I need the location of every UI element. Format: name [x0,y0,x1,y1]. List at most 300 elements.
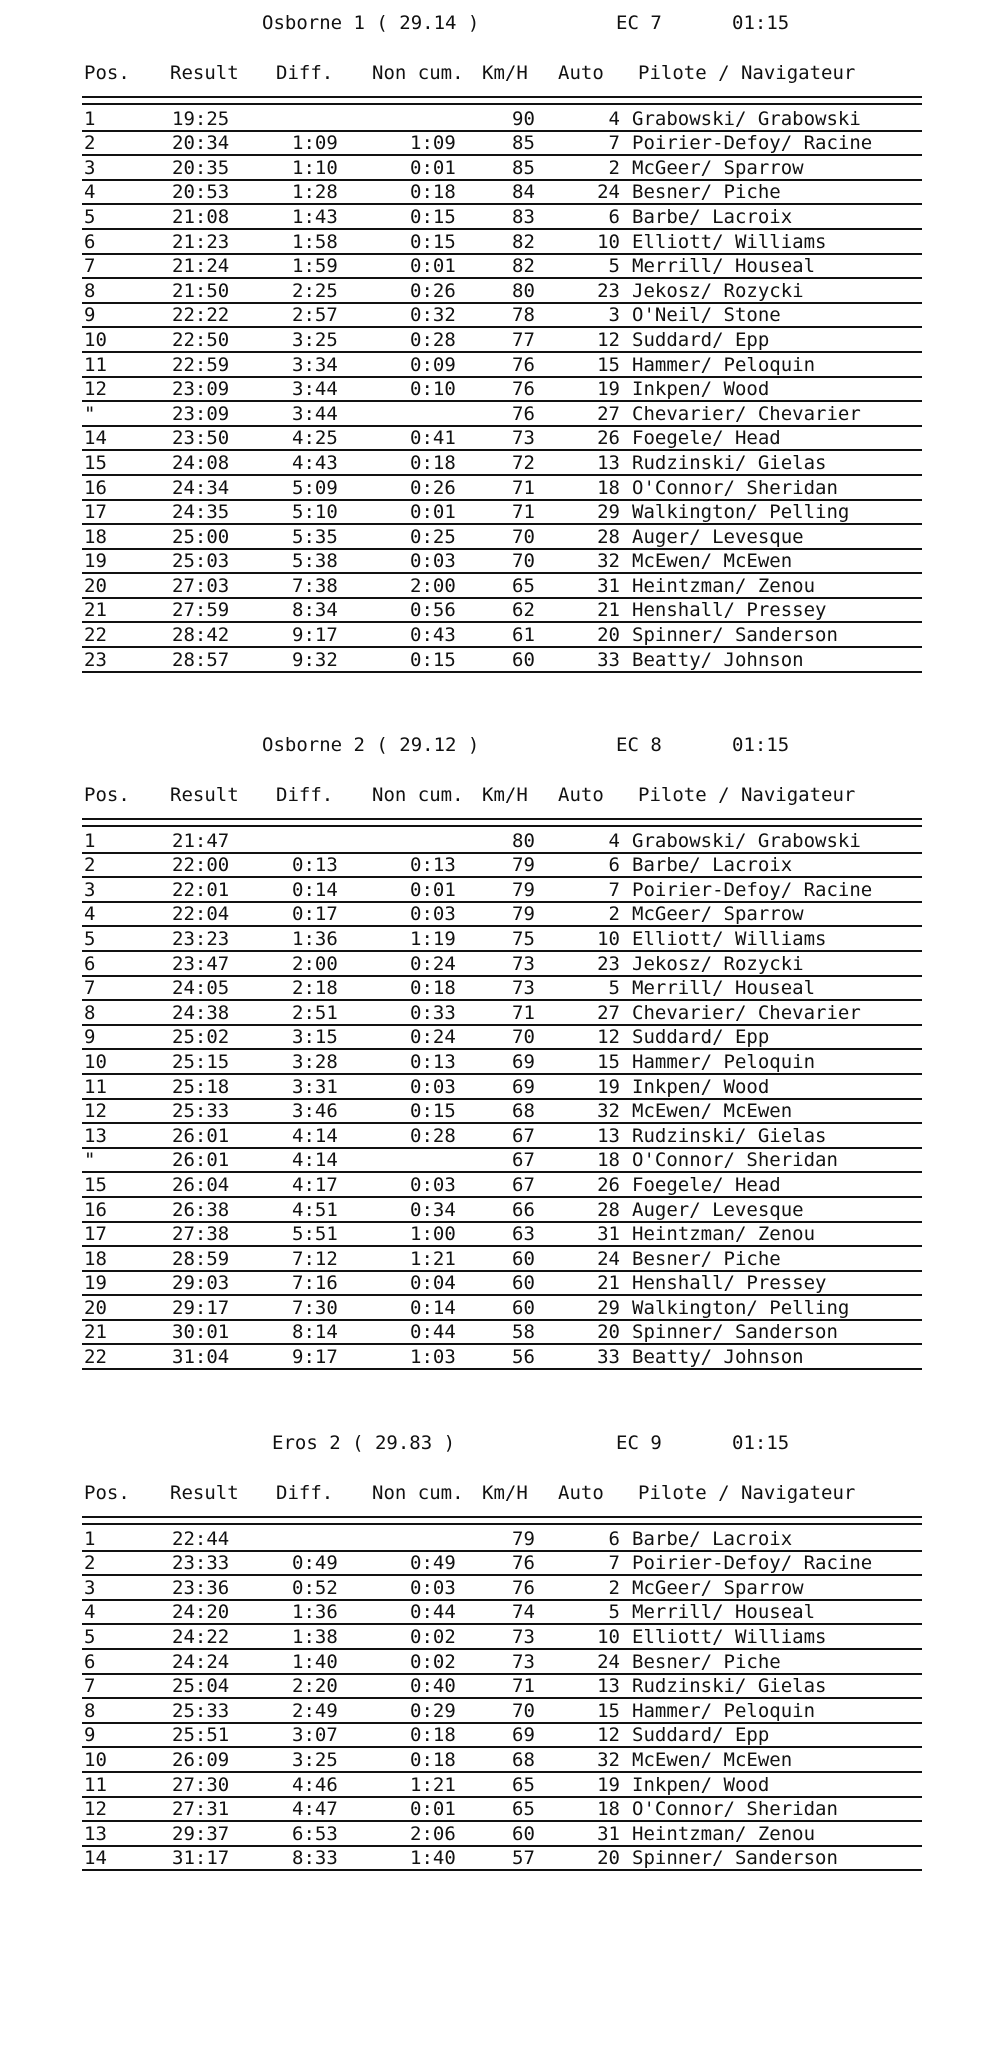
col-pilote: Pilote / Navigateur [638,1482,856,1504]
column-header [82,784,922,812]
cell-kmh: 63 [512,1223,535,1246]
cell-kmh: 73 [512,427,535,450]
cell-pos: 4 [84,1601,96,1624]
cell-auto: 21 [597,1272,620,1295]
table-row [82,1124,922,1149]
cell-kmh: 66 [512,1198,535,1221]
cell-noncum: 0:26 [410,476,456,499]
cell-kmh: 76 [512,1576,535,1599]
cell-result: 26:09 [172,1748,230,1771]
col-noncum: Non cum. [372,784,464,806]
cell-pilote: Elliott/ Williams [632,1625,827,1648]
cell-result: 24:05 [172,977,230,1000]
cell-pilote: Spinner/ Sanderson [632,1847,838,1870]
cell-diff: 3:44 [292,378,338,401]
cell-auto: 15 [597,1050,620,1073]
cell-noncum: 1:40 [410,1847,456,1870]
cell-diff: 3:34 [292,353,338,376]
cell-pilote: Suddard/ Epp [632,1724,770,1747]
cell-result: 29:03 [172,1272,230,1295]
cell-result: 23:47 [172,952,230,975]
cell-pos: 22 [84,1346,107,1369]
cell-pilote: Barbe/ Lacroix [632,854,793,877]
table-row [82,230,922,255]
cell-result: 27:31 [172,1798,230,1821]
cell-pos: 3 [84,156,96,179]
cell-pos: 3 [84,1576,96,1599]
cell-kmh: 67 [512,1124,535,1147]
cell-pos: 14 [84,427,107,450]
table-row [82,279,922,304]
cell-noncum: 0:02 [410,1650,456,1673]
cell-pos: 6 [84,1650,96,1673]
cell-noncum: 1:21 [410,1247,456,1270]
cell-pilote: Auger/ Levesque [632,525,804,548]
cell-pos: 11 [84,1773,107,1796]
cell-auto: 18 [597,1149,620,1172]
cell-pilote: Beatty/ Johnson [632,648,804,671]
section-title [82,1432,922,1460]
cell-diff: 2:51 [292,1001,338,1024]
cell-result: 30:01 [172,1321,230,1344]
cell-pos: 13 [84,1822,107,1845]
cell-diff: 9:32 [292,648,338,671]
col-pos: Pos. [84,1482,130,1504]
cell-pos: 10 [84,1748,107,1771]
table-row [82,1552,922,1577]
cell-noncum: 0:03 [410,903,456,926]
cell-pos: 10 [84,328,107,351]
cell-noncum: 0:03 [410,1075,456,1098]
table-row [82,1773,922,1798]
table-row [82,1699,922,1724]
cell-diff: 8:34 [292,599,338,622]
cell-kmh: 90 [512,107,535,130]
table-row [82,1527,922,1552]
cell-result: 23:33 [172,1552,230,1575]
cell-noncum: 0:18 [410,1724,456,1747]
table-row [82,952,922,977]
time-label: 01:15 [732,12,790,34]
cell-kmh: 58 [512,1321,535,1344]
cell-auto: 32 [597,1100,620,1123]
cell-noncum: 0:18 [410,977,456,1000]
cell-result: 26:38 [172,1198,230,1221]
table-row [82,1050,922,1075]
cell-diff: 5:35 [292,525,338,548]
cell-result: 29:37 [172,1822,230,1845]
cell-noncum: 1:19 [410,927,456,950]
cell-pos: 23 [84,648,107,671]
cell-pos: " [84,1149,96,1172]
cell-pos: 17 [84,1223,107,1246]
cell-pilote: Poirier-Defoy/ Racine [632,132,873,155]
cell-kmh: 85 [512,132,535,155]
cell-pos: 13 [84,1124,107,1147]
cell-diff: 9:17 [292,1346,338,1369]
cell-diff: 2:18 [292,977,338,1000]
cell-kmh: 71 [512,476,535,499]
cell-pilote: Heintzman/ Zenou [632,574,816,597]
cell-noncum: 0:40 [410,1675,456,1698]
table-row [82,829,922,854]
cell-kmh: 82 [512,230,535,253]
cell-auto: 27 [597,402,620,425]
table-row [82,927,922,952]
cell-pos: 15 [84,1173,107,1196]
cell-result: 22:04 [172,903,230,926]
cell-diff: 1:28 [292,181,338,204]
cell-pos: 7 [84,255,96,278]
cell-diff: 4:17 [292,1173,338,1196]
cell-auto: 20 [597,1321,620,1344]
cell-noncum: 0:18 [410,181,456,204]
cell-noncum: 0:26 [410,279,456,302]
cell-auto: 20 [597,1847,620,1870]
cell-pilote: Foegele/ Head [632,427,781,450]
cell-diff: 4:47 [292,1798,338,1821]
cell-pilote: Walkington/ Pelling [632,1296,850,1319]
cell-pilote: Inkpen/ Wood [632,1773,770,1796]
cell-diff: 3:44 [292,402,338,425]
cell-pos: 5 [84,205,96,228]
col-result: Result [170,62,239,84]
cell-noncum: 0:49 [410,1552,456,1575]
cell-noncum: 0:18 [410,1748,456,1771]
cell-pos: " [84,402,96,425]
cell-kmh: 67 [512,1173,535,1196]
cell-auto: 19 [597,1773,620,1796]
col-noncum: Non cum. [372,62,464,84]
table-row [82,550,922,575]
cell-diff: 8:33 [292,1847,338,1870]
cell-auto: 7 [608,1552,620,1575]
cell-diff: 3:15 [292,1026,338,1049]
cell-noncum: 0:02 [410,1625,456,1648]
table-row [82,205,922,230]
cell-pos: 15 [84,451,107,474]
cell-diff: 3:25 [292,1748,338,1771]
cell-pilote: Jekosz/ Rozycki [632,952,804,975]
cell-noncum: 0:01 [410,156,456,179]
cell-kmh: 71 [512,1675,535,1698]
cell-kmh: 71 [512,501,535,524]
cell-result: 22:22 [172,304,230,327]
cell-pilote: Hammer/ Peloquin [632,353,816,376]
cell-pos: 9 [84,304,96,327]
table-row [82,476,922,501]
cell-pos: 19 [84,550,107,573]
cell-pos: 2 [84,854,96,877]
cell-kmh: 60 [512,648,535,671]
cell-pilote: Merrill/ Houseal [632,1601,816,1624]
cell-pos: 21 [84,1321,107,1344]
cell-kmh: 65 [512,1798,535,1821]
table-row [82,1198,922,1223]
cell-noncum: 0:15 [410,230,456,253]
cell-auto: 7 [608,878,620,901]
cell-diff: 7:12 [292,1247,338,1270]
cell-pilote: Foegele/ Head [632,1173,781,1196]
cell-result: 25:03 [172,550,230,573]
cell-pos: 4 [84,181,96,204]
cell-kmh: 69 [512,1050,535,1073]
cell-result: 26:01 [172,1149,230,1172]
cell-noncum: 0:34 [410,1198,456,1221]
cell-kmh: 67 [512,1149,535,1172]
cell-noncum: 0:28 [410,328,456,351]
cell-noncum: 0:25 [410,525,456,548]
cell-noncum: 0:43 [410,624,456,647]
cell-result: 28:42 [172,624,230,647]
cell-diff: 2:20 [292,1675,338,1698]
cell-result: 24:35 [172,501,230,524]
cell-pilote: Barbe/ Lacroix [632,1527,793,1550]
cell-diff: 2:25 [292,279,338,302]
cell-kmh: 73 [512,952,535,975]
cell-result: 21:50 [172,279,230,302]
table-row [82,402,922,427]
cell-pilote: Rudzinski/ Gielas [632,1124,827,1147]
section-title [82,734,922,762]
cell-pilote: Walkington/ Pelling [632,501,850,524]
cell-pilote: Grabowski/ Grabowski [632,829,861,852]
cell-pilote: Henshall/ Pressey [632,1272,827,1295]
cell-noncum: 0:32 [410,304,456,327]
cell-kmh: 71 [512,1001,535,1024]
cell-diff: 7:38 [292,574,338,597]
cell-auto: 19 [597,1075,620,1098]
cell-noncum: 2:00 [410,574,456,597]
cell-pos: 1 [84,829,96,852]
cell-auto: 13 [597,1675,620,1698]
cell-pilote: Beatty/ Johnson [632,1346,804,1369]
cell-auto: 26 [597,1173,620,1196]
cell-noncum: 0:24 [410,1026,456,1049]
cell-result: 27:03 [172,574,230,597]
cell-noncum: 0:24 [410,952,456,975]
cell-pos: 20 [84,1296,107,1319]
cell-noncum: 0:15 [410,1100,456,1123]
cell-result: 27:38 [172,1223,230,1246]
cell-result: 24:08 [172,451,230,474]
cell-result: 28:59 [172,1247,230,1270]
table-row [82,1748,922,1773]
cell-result: 23:09 [172,378,230,401]
cell-auto: 28 [597,525,620,548]
table-row [82,353,922,378]
cell-pos: 8 [84,1001,96,1024]
cell-diff: 4:43 [292,451,338,474]
cell-diff: 5:09 [292,476,338,499]
cell-pilote: McGeer/ Sparrow [632,1576,804,1599]
cell-pos: 9 [84,1724,96,1747]
cell-auto: 33 [597,648,620,671]
cell-kmh: 70 [512,550,535,573]
cell-result: 25:04 [172,1675,230,1698]
cell-diff: 8:14 [292,1321,338,1344]
cell-noncum: 0:01 [410,501,456,524]
cell-result: 20:35 [172,156,230,179]
col-kmh: Km/H [482,62,528,84]
cell-pos: 20 [84,574,107,597]
cell-noncum: 0:15 [410,205,456,228]
cell-kmh: 76 [512,1552,535,1575]
cell-pilote: Chevarier/ Chevarier [632,1001,861,1024]
cell-diff: 1:10 [292,156,338,179]
cell-result: 25:51 [172,1724,230,1747]
cell-result: 20:34 [172,132,230,155]
cell-auto: 5 [608,977,620,1000]
cell-kmh: 56 [512,1346,535,1369]
cell-pos: 12 [84,378,107,401]
cell-result: 22:59 [172,353,230,376]
cell-pos: 7 [84,1675,96,1698]
cell-result: 22:44 [172,1527,230,1550]
cell-kmh: 82 [512,255,535,278]
cell-diff: 3:07 [292,1724,338,1747]
cell-result: 28:57 [172,648,230,671]
cell-noncum: 0:13 [410,854,456,877]
cell-auto: 5 [608,1601,620,1624]
cell-pos: 5 [84,927,96,950]
results-table [82,107,922,673]
col-diff: Diff. [276,784,334,806]
cell-kmh: 75 [512,927,535,950]
cell-kmh: 73 [512,1625,535,1648]
cell-auto: 24 [597,1247,620,1270]
cell-auto: 12 [597,1724,620,1747]
table-row [82,255,922,280]
cell-diff: 0:52 [292,1576,338,1599]
cell-pilote: Hammer/ Peloquin [632,1050,816,1073]
cell-kmh: 60 [512,1272,535,1295]
table-row [82,854,922,879]
cell-kmh: 84 [512,181,535,204]
cell-auto: 21 [597,599,620,622]
cell-pos: 21 [84,599,107,622]
cell-pos: 1 [84,107,96,130]
results-table [82,1527,922,1871]
cell-pilote: McEwen/ McEwen [632,1100,793,1123]
col-diff: Diff. [276,1482,334,1504]
cell-pilote: O'Connor/ Sheridan [632,1798,838,1821]
cell-pos: 6 [84,230,96,253]
table-row [82,328,922,353]
cell-pos: 14 [84,1847,107,1870]
cell-result: 24:24 [172,1650,230,1673]
table-row [82,304,922,329]
cell-pilote: Besner/ Piche [632,1650,781,1673]
cell-kmh: 76 [512,402,535,425]
table-row [82,1576,922,1601]
cell-noncum: 0:13 [410,1050,456,1073]
cell-diff: 1:43 [292,205,338,228]
table-row [82,1100,922,1125]
cell-auto: 10 [597,230,620,253]
table-row [82,599,922,624]
table-row [82,648,922,673]
cell-pos: 8 [84,1699,96,1722]
cell-auto: 29 [597,501,620,524]
table-row [82,1247,922,1272]
cell-auto: 18 [597,1798,620,1821]
cell-auto: 15 [597,1699,620,1722]
cell-auto: 23 [597,279,620,302]
cell-pilote: Auger/ Levesque [632,1198,804,1221]
cell-kmh: 70 [512,1699,535,1722]
cell-kmh: 83 [512,205,535,228]
cell-kmh: 73 [512,977,535,1000]
cell-kmh: 62 [512,599,535,622]
cell-pos: 3 [84,878,96,901]
cell-diff: 3:46 [292,1100,338,1123]
cell-kmh: 76 [512,378,535,401]
cell-diff: 7:16 [292,1272,338,1295]
cell-kmh: 80 [512,279,535,302]
cell-kmh: 78 [512,304,535,327]
table-row [82,378,922,403]
cell-pos: 12 [84,1100,107,1123]
table-row [82,1173,922,1198]
cell-result: 24:20 [172,1601,230,1624]
cell-auto: 23 [597,952,620,975]
col-auto: Auto [558,1482,604,1504]
cell-auto: 33 [597,1346,620,1369]
cell-noncum: 0:10 [410,378,456,401]
cell-noncum: 0:41 [410,427,456,450]
cell-pilote: Barbe/ Lacroix [632,205,793,228]
cell-diff: 1:59 [292,255,338,278]
stage-name: Osborne 1 ( 29.14 ) [262,12,480,34]
cell-diff: 9:17 [292,624,338,647]
table-row [82,1724,922,1749]
cell-auto: 2 [608,1576,620,1599]
cell-pilote: McEwen/ McEwen [632,1748,793,1771]
table-row [82,132,922,157]
cell-result: 19:25 [172,107,230,130]
cell-pilote: Inkpen/ Wood [632,378,770,401]
cell-auto: 29 [597,1296,620,1319]
cell-noncum: 0:18 [410,451,456,474]
cell-auto: 18 [597,476,620,499]
cell-result: 25:15 [172,1050,230,1073]
cell-diff: 1:58 [292,230,338,253]
table-row [82,1675,922,1700]
cell-noncum: 0:03 [410,550,456,573]
cell-pilote: Poirier-Defoy/ Racine [632,1552,873,1575]
cell-auto: 20 [597,624,620,647]
cell-diff: 4:14 [292,1149,338,1172]
table-row [82,1847,922,1872]
col-kmh: Km/H [482,1482,528,1504]
cell-noncum: 1:21 [410,1773,456,1796]
cell-pos: 11 [84,353,107,376]
cell-noncum: 1:03 [410,1346,456,1369]
cell-diff: 1:36 [292,927,338,950]
cell-kmh: 68 [512,1100,535,1123]
cell-pilote: Elliott/ Williams [632,230,827,253]
cell-pilote: Suddard/ Epp [632,328,770,351]
cell-pos: 18 [84,525,107,548]
cell-noncum: 0:29 [410,1699,456,1722]
cell-result: 29:17 [172,1296,230,1319]
cell-auto: 31 [597,574,620,597]
cell-auto: 26 [597,427,620,450]
cell-diff: 4:51 [292,1198,338,1221]
cell-pilote: Chevarier/ Chevarier [632,402,861,425]
cell-diff: 5:10 [292,501,338,524]
